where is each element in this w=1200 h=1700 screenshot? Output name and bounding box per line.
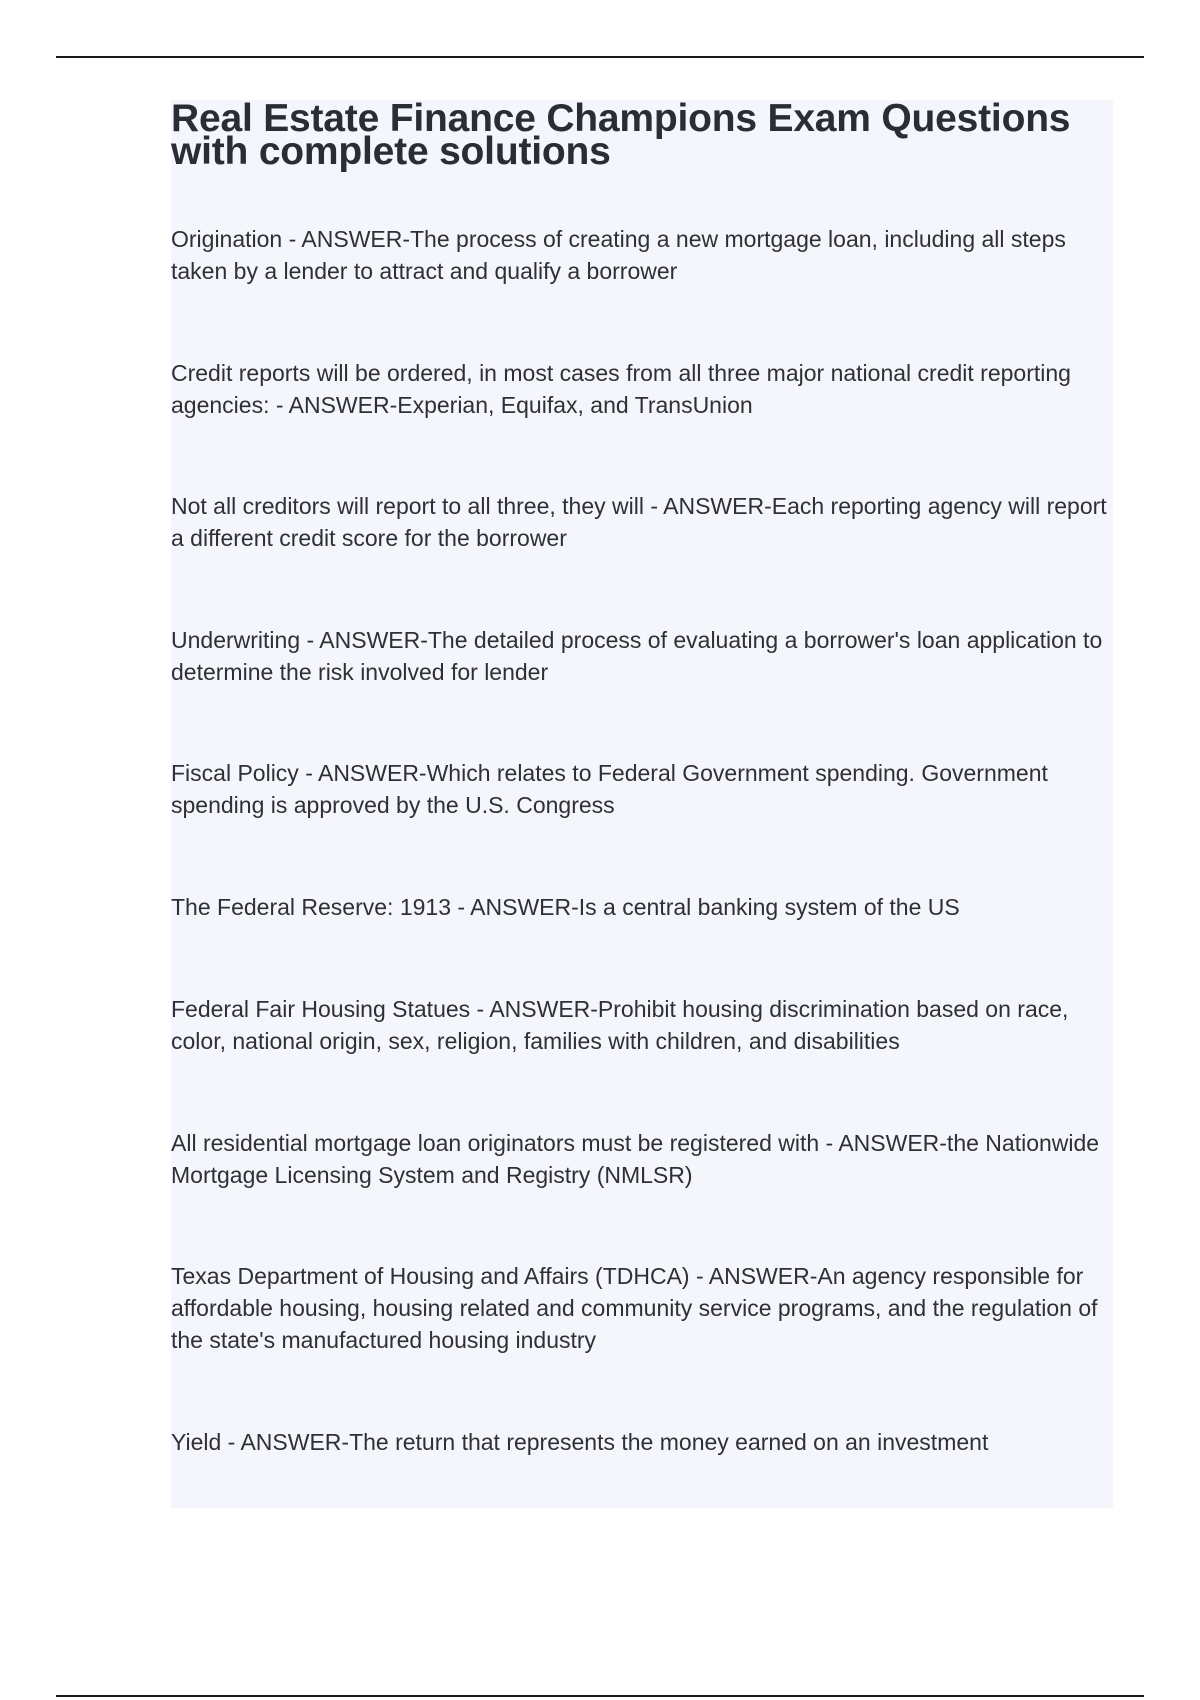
document-title: Real Estate Finance Champions Exam Questions with complete solutions: [171, 97, 1071, 173]
qa-item-creditors: Not all creditors will report to all three, they will - ANSWER-Each reporting agency will report a different credit score for the borrower: [171, 493, 1107, 551]
qa-item-origination: Origination - ANSWER-The process of creating a new mortgage loan, including all steps taken by a lender to attract and qualify a borrower: [171, 226, 1066, 284]
top-rule: [56, 56, 1144, 58]
qa-item-yield: Yield - ANSWER-The return that represents the money earned on an investment: [171, 1429, 989, 1455]
qa-item-fiscal-policy: Fiscal Policy - ANSWER-Which relates to Federal Government spending. Government spending is approved by the U.S. Congress: [171, 760, 1048, 818]
qa-item-loan-originators: All residential mortgage loan originators must be registered with - ANSWER-the Nationwide Mortgage Licensing System and Registry (NMLSR): [171, 1130, 1100, 1188]
qa-item-tdhca: Texas Department of Housing and Affairs (TDHCA) - ANSWER-An agency responsible for affordable housing, housing related and community service programs, and the regulation of the state's manufactured housing industry: [171, 1263, 1098, 1353]
qa-item-credit-reports: Credit reports will be ordered, in most cases from all three major national credit reporting agencies: - ANSWER-Experian, Equifax, and TransUnion: [171, 360, 1071, 418]
qa-item-federal-reserve: The Federal Reserve: 1913 - ANSWER-Is a central banking system of the US: [171, 894, 960, 920]
bottom-rule: [56, 1695, 1144, 1697]
qa-item-fair-housing: Federal Fair Housing Statues - ANSWER-Prohibit housing discrimination based on race, color, national origin, sex, religion, families with children, and disabilities: [171, 996, 1069, 1054]
qa-item-underwriting: Underwriting - ANSWER-The detailed process of evaluating a borrower's loan application to determine the risk involved for lender: [171, 627, 1103, 685]
